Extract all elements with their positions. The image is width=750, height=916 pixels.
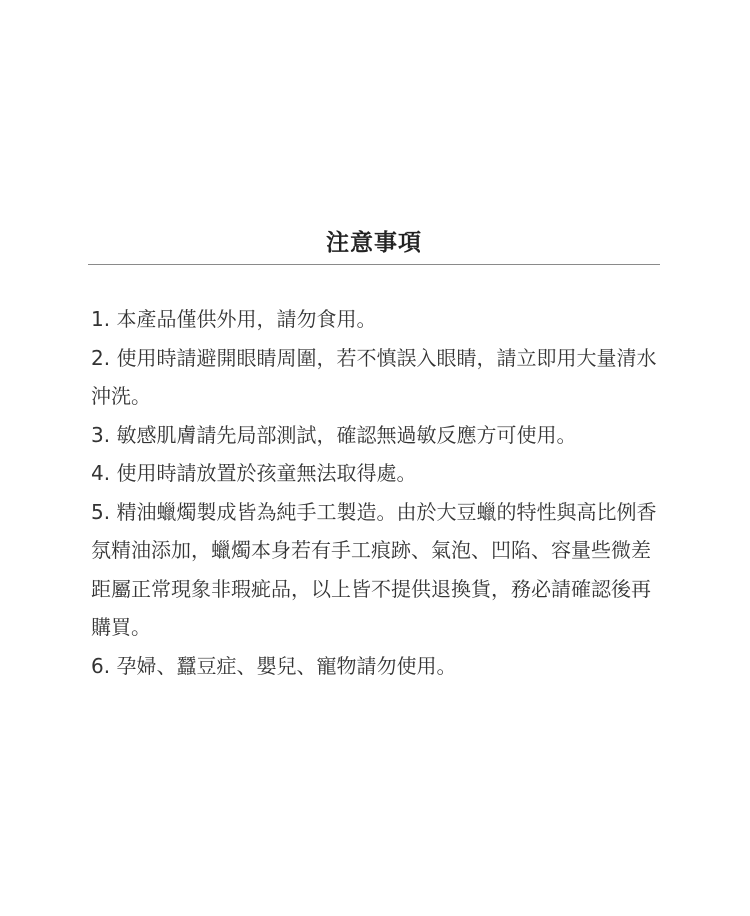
notice-item-3: 3. 敏感肌膚請先局部測試，確認無過敏反應方可使用。 (91, 422, 577, 447)
title-divider (88, 264, 660, 265)
notice-item-4: 4. 使用時請放置於孩童無法取得處。 (91, 461, 417, 485)
notice-list (88, 300, 660, 685)
notice-section (88, 222, 660, 701)
notice-title: 注意事項 (326, 230, 422, 256)
notice-item-1: 1. 本產品僅供外用，請勿食用。 (91, 307, 377, 331)
notice-item-2: 2. 使用時請避開眼睛周圍，若不慎誤入眼睛，請立即用大量清水沖洗。 (91, 345, 657, 408)
notice-item-6: 6. 孕婦、蠶豆症、嬰兒、寵物請勿使用。 (91, 653, 457, 678)
notice-item-5: 5. 精油蠟燭製成皆為純手工製造。由於大豆蠟的特性與高比例香氛精油添加，蠟燭本身若有手工痕跡、氣泡、凹陷、容量些微差距屬正常現象非瑕疵品，以上皆不提供退換貨，務必請確認後再購買。 (91, 499, 657, 639)
